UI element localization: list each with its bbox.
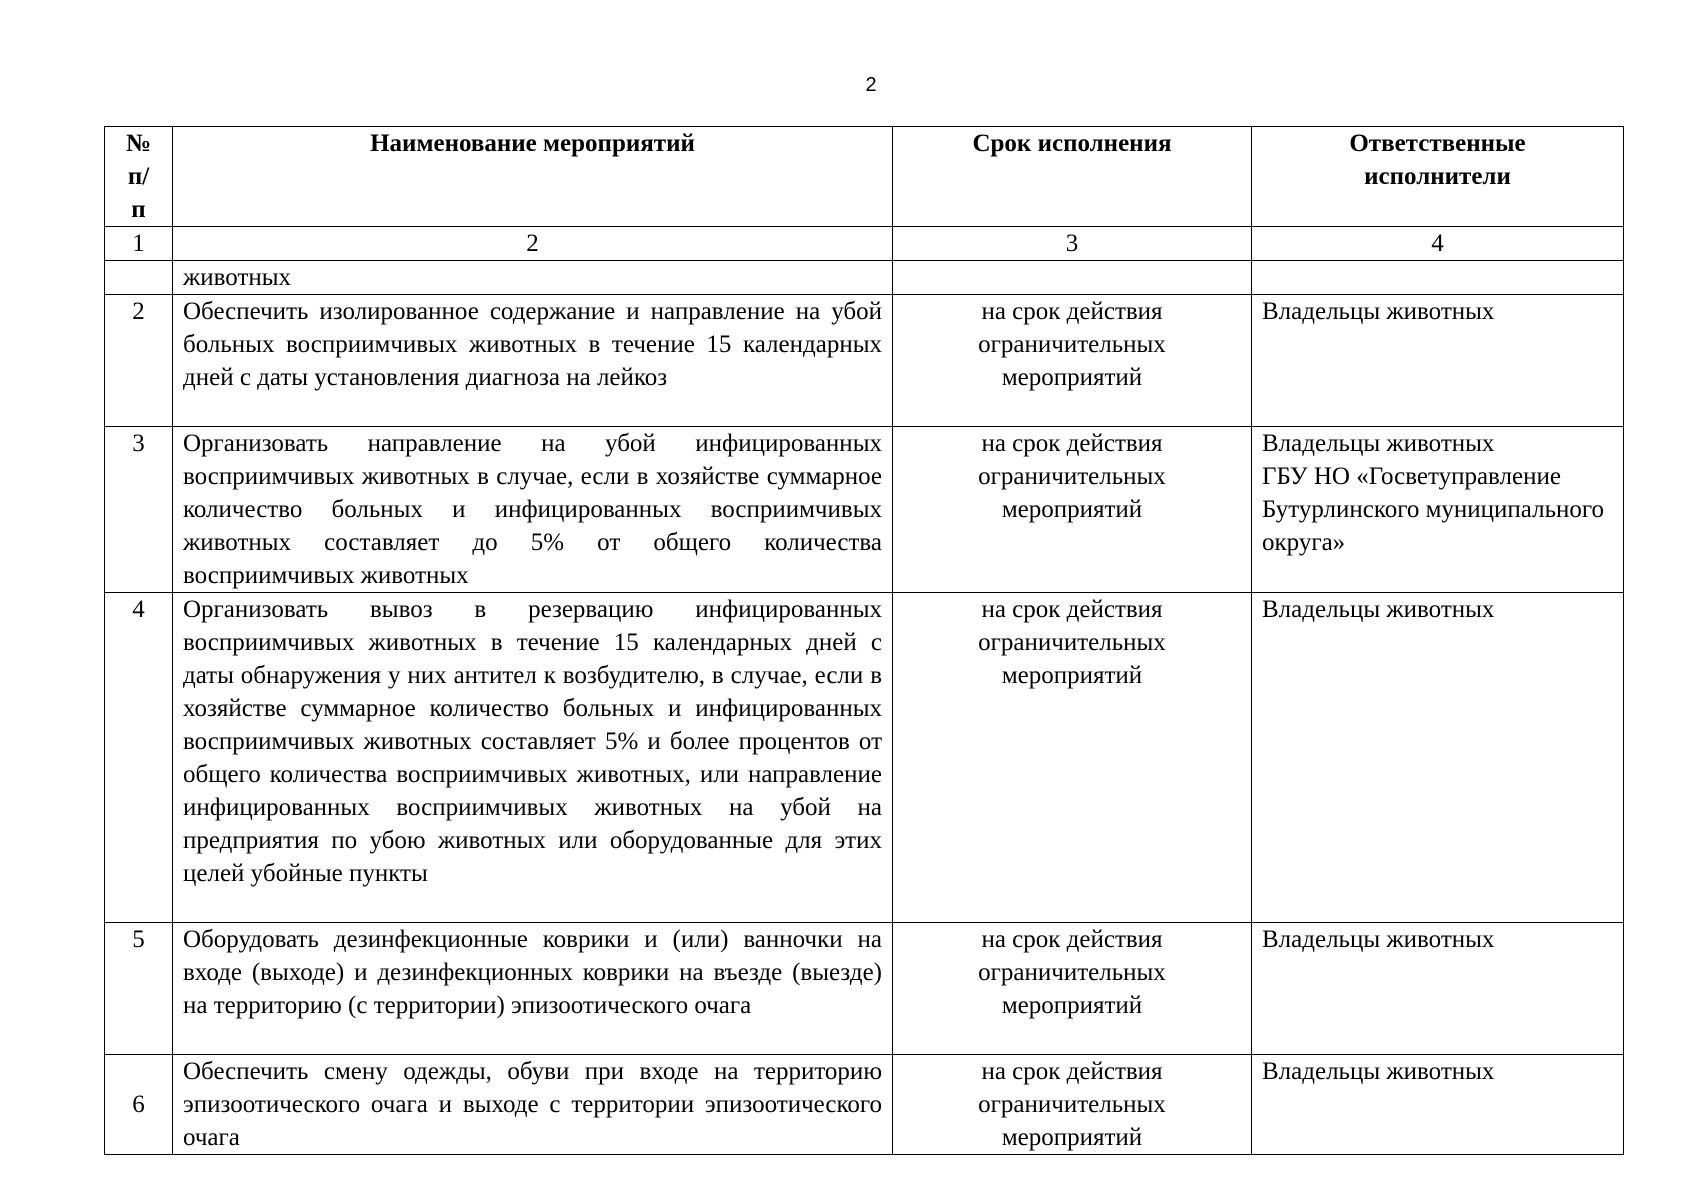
responsible: [1252, 427, 1624, 593]
header-responsible: Ответственные исполнители: [1252, 127, 1624, 227]
responsible: [1252, 1055, 1624, 1155]
row-number: 3: [105, 427, 173, 593]
responsible-line: Владельцы животных: [1262, 596, 1495, 623]
responsible: [1252, 593, 1624, 923]
responsible-line: Владельцы животных: [1262, 926, 1495, 953]
row-number: 2: [105, 295, 173, 427]
column-number-2: 2: [173, 227, 893, 261]
deadline: на срок действия ограничительных мероприятий: [893, 923, 1252, 1055]
table-row: [105, 295, 1624, 427]
table-cell: [105, 261, 173, 295]
column-number-row: [105, 227, 1624, 261]
deadline: на срок действия ограничительных мероприятий: [893, 295, 1252, 427]
measure-name: Обеспечить смену одежды, обуви при входе на территорию эпизоотического очага и выходе с территории эпизоотического очага: [173, 1055, 893, 1155]
deadline: на срок действия ограничительных мероприятий: [893, 1055, 1252, 1155]
responsible: [1252, 295, 1624, 427]
header-deadline: Срок исполнения: [893, 127, 1252, 227]
table-cell: [893, 261, 1252, 295]
continuation-row: [105, 261, 1624, 295]
responsible-line: Владельцы животных: [1262, 430, 1495, 457]
table-row: [105, 593, 1624, 923]
column-number-3: 3: [893, 227, 1252, 261]
measure-name: Организовать направление на убой инфицированных восприимчивых животных в случае, если в хозяйстве суммарное количество больных и инфицированных восприимчивых животных составляет до 5% от общего количества восприимчивых животных: [173, 427, 893, 593]
deadline: на срок действия ограничительных мероприятий: [893, 593, 1252, 923]
table-row: [105, 1055, 1624, 1155]
header-row: [105, 127, 1624, 227]
measures-table: [104, 126, 1624, 1155]
responsible-line: Владельцы животных: [1262, 298, 1495, 325]
measure-name: Обеспечить изолированное содержание и направление на убой больных восприимчивых животных в течение 15 календарных дней с даты установления диагноза на лейкоз: [173, 295, 893, 427]
row-number: 5: [105, 923, 173, 1055]
continuation-text: животных: [173, 261, 893, 295]
table-row: [105, 923, 1624, 1055]
deadline: на срок действия ограничительных мероприятий: [893, 427, 1252, 593]
measure-name: Оборудовать дезинфекционные коврики и (или) ванночки на входе (выходе) и дезинфекционных коврики на въезде (выезде) на территорию (с территории) эпизоотического очага: [173, 923, 893, 1055]
column-number-1: 1: [105, 227, 173, 261]
responsible: [1252, 923, 1624, 1055]
header-measure-name: Наименование мероприятий: [173, 127, 893, 227]
table-row: [105, 427, 1624, 593]
responsible-line: ГБУ НО «Госветуправление Бутурлинского муниципального округа»: [1262, 463, 1605, 556]
column-number-4: 4: [1252, 227, 1624, 261]
responsible-line: Владельцы животных: [1262, 1058, 1495, 1085]
page-number: 2: [865, 74, 877, 96]
measure-name: Организовать вывоз в резервацию инфицированных восприимчивых животных в течение 15 календарных дней с даты обнаружения у них антител к возбудителю, в случае, если в хозяйстве суммарное количество больных и инфицированных восприимчивых животных составляет 5% и более процентов от общего количества восприимчивых животных, или направление инфицированных восприимчивых животных на убой на предприятия по убою животных или оборудованные для этих целей убойные пункты: [173, 593, 893, 923]
row-number: 4: [105, 593, 173, 923]
header-number: № п/п: [105, 127, 173, 227]
row-number: 6: [105, 1055, 173, 1155]
table-cell: [1252, 261, 1624, 295]
